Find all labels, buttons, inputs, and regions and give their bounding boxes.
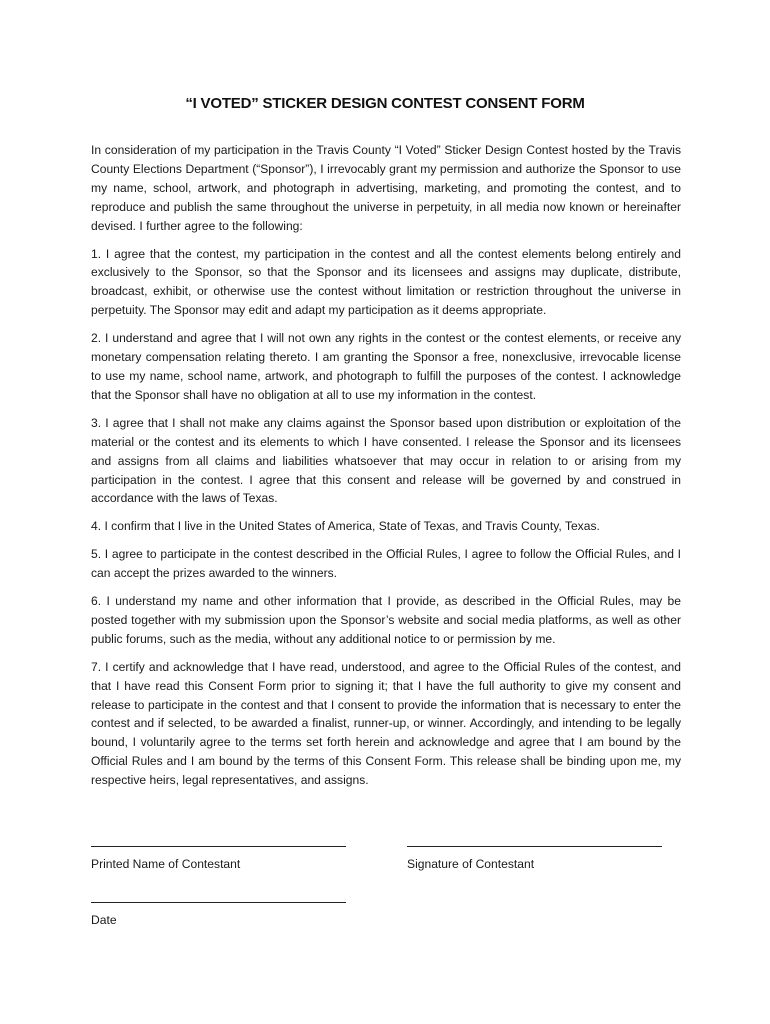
signature-field[interactable] [407,846,662,872]
date-line[interactable] [91,902,346,903]
date-label: Date [91,913,117,927]
document-title: “I VOTED” STICKER DESIGN CONTEST CONSENT FORM [185,95,585,112]
clause-6-paragraph: 6. I understand my name and other information that I provide, as described in the Official Rules, may be posted together with my submission upon the Sponsor’s website and social media platforms, as well as other public forums, such as the media, without any additional notice to or permission by me. [91,594,681,646]
clause-5-paragraph: 5. I agree to participate in the contest described in the Official Rules, I agree to follow the Official Rules, and I can accept the prizes awarded to the winners. [91,547,681,581]
clause-2-paragraph: 2. I understand and agree that I will not own any rights in the contest or the contest elements, or receive any monetary compensation relating thereto. I am granting the Sponsor a free, nonexclusive, irrevocable license to use my name, school name, artwork, and photograph to fulfill the purposes of the contest. I acknowledge that the Sponsor shall have no obligation at all to use my information in the contest. [91,331,681,402]
document-body [91,141,681,799]
printed-name-field[interactable] [91,846,346,872]
clause-7-paragraph: 7. I certify and acknowledge that I have read, understood, and agree to the Official Rules of the contest, and that I have read this Consent Form prior to signing it; that I have the full authority to give my consent and release to participate in the contest and that I consent to provide the information that is necessary to enter the contest and if selected, to be awarded a finalist, runner-up, or winner. Accordingly, and intending to be legally bound, I voluntarily agree to the terms set forth herein and acknowledge and agree that I am bound by the Official Rules and I am bound by the terms of this Consent Form. This release shall be binding upon me, my respective heirs, legal representatives, and assigns. [91,659,681,788]
clause-3-paragraph: 3. I agree that I shall not make any claims against the Sponsor based upon distribution or exploitation of the material or the contest and its elements to which I have consented. I release the Sponsor and its licensees and assigns from all claims and liabilities whatsoever that may occur in relation to or arising from my participation in the contest. I agree that this consent and release will be governed by and construed in accordance with the laws of Texas. [91,415,681,506]
intro-paragraph: In consideration of my participation in the Travis County “I Voted” Sticker Design Contest hosted by the Travis County Elections Department (“Sponsor”), I irrevocably grant my permission and authorize the Sponsor to use my name, school, artwork, and photograph in advertising, marketing, and promoting the contest, and to reproduce and publish the same throughout the universe in perpetuity, in all media now known or hereinafter devised. I further agree to the following: [91,143,681,233]
date-field[interactable] [91,902,346,928]
clause-4-paragraph: 4. I confirm that I live in the United States of America, State of Texas, and Travis County, Texas. [91,519,600,534]
printed-name-line[interactable] [91,846,346,847]
signature-label: Signature of Contestant [407,857,535,871]
printed-name-label: Printed Name of Contestant [91,857,241,871]
signature-line[interactable] [407,846,662,847]
clause-1-paragraph: 1. I agree that the contest, my participation in the contest and all the contest elements belong entirely and exclusively to the Sponsor, so that the Sponsor and its licensees and assigns may duplicate, distribute, broadcast, exhibit, or otherwise use the contest without limitation or restriction throughout the universe in perpetuity. The Sponsor may edit and adapt my participation as it deems appropriate. [91,246,681,318]
